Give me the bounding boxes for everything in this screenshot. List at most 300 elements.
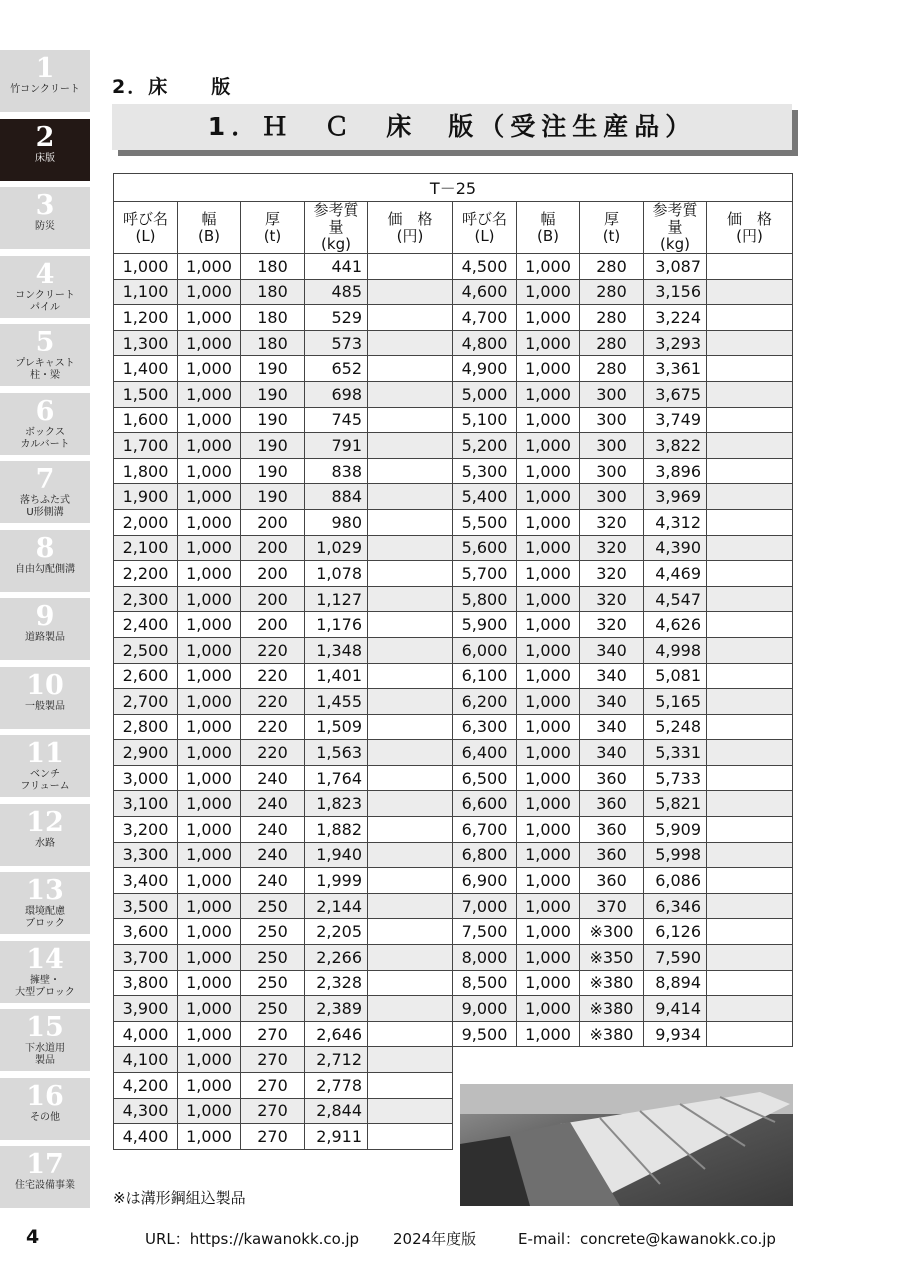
table-cell: 5,821: [644, 791, 707, 817]
table-cell: 200: [241, 509, 305, 535]
price-cell: [368, 1047, 453, 1073]
table-cell: 190: [241, 407, 305, 433]
price-cell: [707, 509, 793, 535]
table-cell: 6,600: [453, 791, 517, 817]
table-cell: 652: [305, 356, 368, 382]
table-cell: 200: [241, 586, 305, 612]
table-row: [114, 868, 793, 894]
table-cell: 1,000: [517, 996, 580, 1022]
table-cell: 300: [580, 484, 644, 510]
sidebar-tab-number: 16: [26, 1080, 64, 1112]
table-row: [114, 842, 793, 868]
table-cell: 6,346: [644, 893, 707, 919]
table-cell: 3,100: [114, 791, 178, 817]
product-photo: [460, 1084, 793, 1206]
column-header: 価 格 (円): [707, 202, 793, 254]
table-cell: 5,500: [453, 509, 517, 535]
table-cell: ※380: [580, 1021, 644, 1047]
table-cell: 1,000: [178, 1073, 241, 1099]
sidebar-tab-8[interactable]: [0, 530, 90, 592]
table-cell: 220: [241, 714, 305, 740]
table-cell: 1,509: [305, 714, 368, 740]
sidebar-tab-number: 12: [26, 806, 64, 838]
table-cell: 4,626: [644, 612, 707, 638]
sidebar-tab-number: 15: [26, 1012, 64, 1043]
table-cell: 1,000: [517, 919, 580, 945]
price-cell: [368, 1021, 453, 1047]
sidebar-tab-6[interactable]: [0, 393, 90, 455]
table-cell: 884: [305, 484, 368, 510]
column-header: 参考質量 (kg): [305, 202, 368, 254]
table-cell: 360: [580, 791, 644, 817]
table-cell: 360: [580, 868, 644, 894]
price-cell: [707, 893, 793, 919]
sidebar-tab-number: 3: [35, 190, 55, 221]
price-cell: [368, 381, 453, 407]
price-cell: [707, 868, 793, 894]
sidebar-tab-17[interactable]: [0, 1146, 90, 1208]
table-cell: 838: [305, 458, 368, 484]
price-cell: [707, 381, 793, 407]
table-cell: 2,700: [114, 689, 178, 715]
sidebar-tab-number: 1: [35, 53, 55, 84]
table-cell: 1,000: [517, 791, 580, 817]
price-cell: [707, 433, 793, 459]
footer-email-link[interactable]: E-mail：concrete@kawanokk.co.jp: [518, 1230, 776, 1248]
price-cell: [368, 254, 453, 280]
table-cell: 220: [241, 663, 305, 689]
price-cell: [368, 1073, 453, 1099]
sidebar-tab-number: 13: [26, 875, 64, 906]
table-cell: 280: [580, 305, 644, 331]
table-cell: 1,940: [305, 842, 368, 868]
table-cell: 4,390: [644, 535, 707, 561]
price-cell: [707, 945, 793, 971]
price-cell: [368, 356, 453, 382]
table-cell: 3,700: [114, 945, 178, 971]
table-row: [114, 663, 793, 689]
table-cell: 1,000: [517, 586, 580, 612]
table-cell: 250: [241, 919, 305, 945]
table-cell: 1,000: [178, 1098, 241, 1124]
table-cell: 5,081: [644, 663, 707, 689]
table-cell: 1,000: [517, 356, 580, 382]
table-cell: 1,600: [114, 407, 178, 433]
table-row: [114, 791, 793, 817]
table-cell: 1,000: [178, 945, 241, 971]
table-cell: 190: [241, 381, 305, 407]
table-row: [114, 1021, 793, 1047]
sidebar-tab-number: 11: [26, 738, 64, 769]
sidebar-tab-label: ベンチ フリューム: [20, 769, 70, 792]
table-cell: 340: [580, 637, 644, 663]
table-cell: 1,700: [114, 433, 178, 459]
table-cell: 340: [580, 740, 644, 766]
table-row: [114, 945, 793, 971]
table-cell: 1,000: [178, 817, 241, 843]
table-cell: 4,000: [114, 1021, 178, 1047]
table-cell: 7,000: [453, 893, 517, 919]
sidebar-tab-label: ボックス カルバート: [20, 426, 70, 450]
table-row: [114, 1047, 793, 1073]
table-cell: 1,000: [517, 254, 580, 280]
table-row: [114, 407, 793, 433]
table-cell: 4,547: [644, 586, 707, 612]
price-cell: [368, 509, 453, 535]
price-cell: [707, 1021, 793, 1047]
sidebar-tab-number: 5: [35, 327, 55, 358]
table-cell: 2,100: [114, 535, 178, 561]
table-cell: 1,000: [517, 740, 580, 766]
table-cell: 3,087: [644, 254, 707, 280]
slab-installation-illustration: [460, 1084, 793, 1206]
table-cell: 1,000: [178, 254, 241, 280]
table-cell: 4,700: [453, 305, 517, 331]
price-cell: [368, 612, 453, 638]
table-cell: 1,000: [517, 817, 580, 843]
table-cell: 5,700: [453, 561, 517, 587]
table-cell: 1,000: [517, 842, 580, 868]
sidebar-tab-label: 道路製品: [25, 632, 65, 643]
table-cell: 1,000: [517, 714, 580, 740]
column-header: 呼び名 (L): [453, 202, 517, 254]
price-cell: [707, 612, 793, 638]
table-cell: 1,000: [178, 305, 241, 331]
sidebar-tab-4[interactable]: [0, 256, 90, 318]
table-cell: 6,400: [453, 740, 517, 766]
table-cell: 180: [241, 305, 305, 331]
table-cell: 3,600: [114, 919, 178, 945]
price-cell: [368, 893, 453, 919]
table-cell: 280: [580, 356, 644, 382]
table-cell: 1,401: [305, 663, 368, 689]
footer-edition: 2024年度版: [393, 1230, 477, 1248]
column-header: 幅 (B): [178, 202, 241, 254]
table-cell: 1,800: [114, 458, 178, 484]
price-cell: [368, 407, 453, 433]
table-cell: 2,844: [305, 1098, 368, 1124]
table-cell: 1,000: [178, 996, 241, 1022]
table-cell: 200: [241, 612, 305, 638]
table-cell: 320: [580, 561, 644, 587]
price-cell: [707, 765, 793, 791]
sidebar-tab-label: 環境配慮 ブロック: [25, 906, 65, 929]
price-cell: [707, 637, 793, 663]
table-cell: 190: [241, 484, 305, 510]
table-cell: 9,000: [453, 996, 517, 1022]
price-cell: [707, 561, 793, 587]
table-cell: 1,000: [517, 407, 580, 433]
table-row: [114, 433, 793, 459]
price-cell: [707, 996, 793, 1022]
table-cell: 3,500: [114, 893, 178, 919]
table-cell: 1,000: [178, 893, 241, 919]
table-row: [114, 330, 793, 356]
table-cell: 6,900: [453, 868, 517, 894]
sidebar-tab-number: 4: [35, 258, 55, 290]
table-cell: 1,000: [178, 1021, 241, 1047]
table-cell: 3,900: [114, 996, 178, 1022]
table-cell: 270: [241, 1073, 305, 1099]
column-header: 厚 (t): [241, 202, 305, 254]
table-cell: 3,749: [644, 407, 707, 433]
table-cell: 1,000: [517, 561, 580, 587]
table-cell: 1,000: [178, 279, 241, 305]
table-cell: 1,000: [178, 842, 241, 868]
table-row: [114, 765, 793, 791]
price-cell: [707, 586, 793, 612]
table-cell: 8,000: [453, 945, 517, 971]
table-cell: 6,500: [453, 765, 517, 791]
table-cell: 280: [580, 254, 644, 280]
sidebar-tab-label: 下水道用 製品: [25, 1043, 65, 1066]
table-row: [114, 689, 793, 715]
table-cell: 3,675: [644, 381, 707, 407]
sidebar-tab-number: 9: [35, 601, 55, 632]
table-row: [114, 612, 793, 638]
table-cell: 4,469: [644, 561, 707, 587]
table-row: [114, 970, 793, 996]
table-cell: 270: [241, 1021, 305, 1047]
table-row: [114, 740, 793, 766]
table-cell: 1,000: [178, 535, 241, 561]
table-cell: 5,998: [644, 842, 707, 868]
table-cell: 4,998: [644, 637, 707, 663]
table-cell: 1,000: [517, 535, 580, 561]
table-cell: 1,176: [305, 612, 368, 638]
table-cell: 3,156: [644, 279, 707, 305]
sidebar-tab-14[interactable]: [0, 941, 90, 1003]
table-cell: 5,400: [453, 484, 517, 510]
price-cell: [707, 330, 793, 356]
table-cell: 573: [305, 330, 368, 356]
table-cell: 8,500: [453, 970, 517, 996]
table-cell: 360: [580, 817, 644, 843]
sidebar-tab-label: 落ちふた式 U形側溝: [20, 495, 70, 518]
table-cell: 1,348: [305, 637, 368, 663]
table-row: [114, 356, 793, 382]
sidebar-tab-13[interactable]: [0, 872, 90, 934]
table-cell: 6,800: [453, 842, 517, 868]
sidebar-tab-5[interactable]: [0, 324, 90, 386]
table-row: [114, 254, 793, 280]
table-cell: 1,000: [178, 509, 241, 535]
sidebar-tab-number: 17: [26, 1149, 64, 1180]
table-row: [114, 535, 793, 561]
table-cell: 1,000: [178, 663, 241, 689]
table-cell: 1,000: [178, 612, 241, 638]
table-cell: 190: [241, 458, 305, 484]
table-cell: 2,266: [305, 945, 368, 971]
table-cell: 1,000: [517, 305, 580, 331]
sidebar-tab-label: コンクリート パイル: [15, 289, 75, 313]
price-cell: [368, 561, 453, 587]
table-cell: 1,000: [178, 637, 241, 663]
price-cell: [368, 996, 453, 1022]
table-cell: 1,127: [305, 586, 368, 612]
table-cell: 745: [305, 407, 368, 433]
table-cell: 5,200: [453, 433, 517, 459]
table-cell: 5,248: [644, 714, 707, 740]
table-cell: 1,000: [178, 689, 241, 715]
table-cell: 2,389: [305, 996, 368, 1022]
table-cell: 1,000: [517, 381, 580, 407]
price-cell: [368, 279, 453, 305]
table-cell: 1,000: [178, 970, 241, 996]
table-cell: 200: [241, 561, 305, 587]
price-cell: [368, 765, 453, 791]
sidebar-tab-1[interactable]: [0, 50, 90, 112]
table-row: [114, 714, 793, 740]
table-cell: 1,000: [517, 458, 580, 484]
table-cell: 1,000: [517, 765, 580, 791]
column-header: 呼び名 (L): [114, 202, 178, 254]
table-cell: 1,000: [178, 484, 241, 510]
price-cell: [368, 1124, 453, 1150]
table-cell: 3,822: [644, 433, 707, 459]
table-cell: 485: [305, 279, 368, 305]
sidebar-tab-number: 2: [35, 121, 55, 153]
table-cell: 1,000: [178, 356, 241, 382]
table-cell: 2,900: [114, 740, 178, 766]
sidebar-tab-12[interactable]: [0, 804, 90, 866]
spec-table: [113, 173, 793, 1150]
sidebar-tab-number: 6: [35, 395, 55, 427]
table-cell: 300: [580, 433, 644, 459]
price-cell: [707, 791, 793, 817]
table-cell: 190: [241, 356, 305, 382]
table-cell: 3,896: [644, 458, 707, 484]
sidebar-tab-label: 竹コンクリート: [10, 84, 80, 95]
sidebar-tab-number: 8: [35, 532, 55, 564]
table-cell: 2,300: [114, 586, 178, 612]
table-cell: 6,200: [453, 689, 517, 715]
table-cell: 5,909: [644, 817, 707, 843]
table-row: [114, 279, 793, 305]
sidebar-tab-label: プレキャスト 柱・梁: [15, 358, 75, 381]
table-row: [114, 637, 793, 663]
table-cell: 270: [241, 1047, 305, 1073]
table-cell: 1,000: [517, 868, 580, 894]
table-cell: 5,331: [644, 740, 707, 766]
price-cell: [368, 663, 453, 689]
table-cell: 1,000: [517, 945, 580, 971]
table-cell: 1,000: [178, 586, 241, 612]
table-cell: 6,700: [453, 817, 517, 843]
price-cell: [707, 714, 793, 740]
table-cell: 8,894: [644, 970, 707, 996]
table-cell: 7,590: [644, 945, 707, 971]
table-cell: 280: [580, 330, 644, 356]
table-cell: 180: [241, 254, 305, 280]
sidebar-tab-9[interactable]: [0, 598, 90, 660]
price-cell: [368, 458, 453, 484]
sidebar-tab-number: 14: [26, 943, 64, 975]
price-cell: [707, 970, 793, 996]
price-cell: [707, 279, 793, 305]
table-cell: 3,293: [644, 330, 707, 356]
price-cell: [368, 433, 453, 459]
table-cell: 2,600: [114, 663, 178, 689]
table-cell: 1,000: [517, 484, 580, 510]
table-cell: 1,000: [178, 433, 241, 459]
table-cell: 2,800: [114, 714, 178, 740]
table-cell: 698: [305, 381, 368, 407]
table-cell: 7,500: [453, 919, 517, 945]
price-cell: [368, 791, 453, 817]
sidebar-tab-label: その他: [30, 1111, 60, 1123]
table-cell: 320: [580, 535, 644, 561]
table-cell: 360: [580, 765, 644, 791]
price-cell: [368, 330, 453, 356]
table-cell: ※350: [580, 945, 644, 971]
table-cell: 1,000: [178, 714, 241, 740]
table-row: [114, 484, 793, 510]
table-cell: 1,000: [517, 689, 580, 715]
table-cell: 320: [580, 612, 644, 638]
table-cell: 1,000: [517, 279, 580, 305]
table-cell: 4,900: [453, 356, 517, 382]
sidebar-tab-2[interactable]: [0, 119, 90, 181]
price-cell: [707, 407, 793, 433]
table-cell: 300: [580, 458, 644, 484]
table-cell: 5,165: [644, 689, 707, 715]
table-cell: 370: [580, 893, 644, 919]
table-cell: 1,823: [305, 791, 368, 817]
sidebar-tab-11[interactable]: [0, 735, 90, 797]
table-cell: 9,934: [644, 1021, 707, 1047]
table-cell: 1,100: [114, 279, 178, 305]
table-cell: 3,400: [114, 868, 178, 894]
table-cell: 1,999: [305, 868, 368, 894]
table-cell: 4,400: [114, 1124, 178, 1150]
table-row: [114, 893, 793, 919]
table-cell: 1,000: [178, 791, 241, 817]
sidebar-tab-15[interactable]: [0, 1009, 90, 1071]
price-cell: [368, 535, 453, 561]
table-cell: 320: [580, 509, 644, 535]
sidebar-tab-3[interactable]: [0, 187, 90, 249]
table-row: [114, 458, 793, 484]
table-row: [114, 586, 793, 612]
sidebar-tab-label: 擁壁・ 大型ブロック: [15, 974, 75, 998]
price-cell: [368, 919, 453, 945]
table-row: [114, 996, 793, 1022]
price-cell: [707, 356, 793, 382]
table-cell: 5,000: [453, 381, 517, 407]
price-cell: [707, 689, 793, 715]
footer-url-link[interactable]: URL：https://kawanokk.co.jp: [145, 1230, 360, 1248]
table-cell: 4,500: [453, 254, 517, 280]
sidebar-tab-16[interactable]: [0, 1078, 90, 1140]
table-cell: 9,500: [453, 1021, 517, 1047]
table-cell: 240: [241, 817, 305, 843]
table-cell: 3,800: [114, 970, 178, 996]
sidebar-tab-7[interactable]: [0, 461, 90, 523]
table-cell: 4,200: [114, 1073, 178, 1099]
table-cell: 240: [241, 765, 305, 791]
table-cell: 6,126: [644, 919, 707, 945]
table-cell: 2,712: [305, 1047, 368, 1073]
table-row: [114, 381, 793, 407]
table-cell: 3,969: [644, 484, 707, 510]
table-cell: 340: [580, 663, 644, 689]
sidebar-tab-10[interactable]: [0, 667, 90, 729]
table-cell: 250: [241, 893, 305, 919]
table-cell: 1,000: [178, 740, 241, 766]
table-cell: 1,000: [178, 381, 241, 407]
table-cell: 3,200: [114, 817, 178, 843]
